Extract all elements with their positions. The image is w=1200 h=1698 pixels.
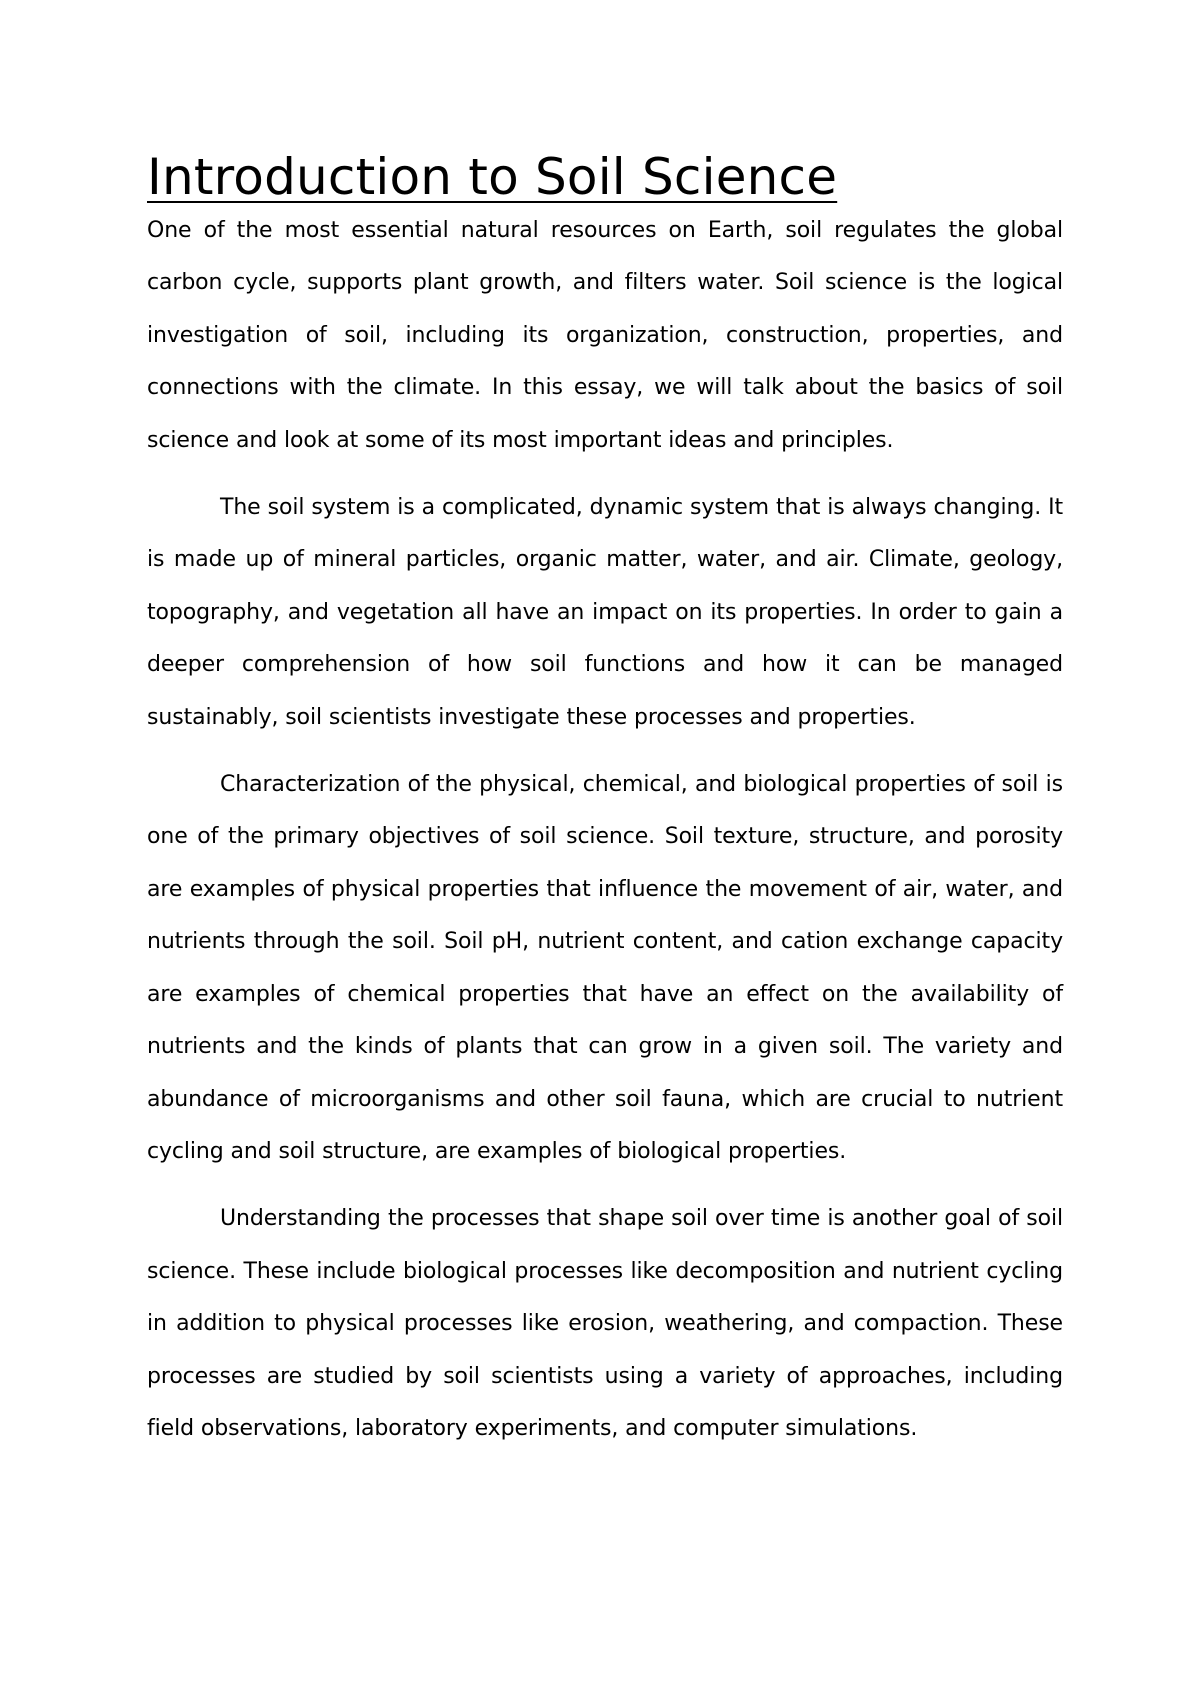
paragraph-soil-system: The soil system is a complicated, dynamic system that is always changing. It is made up of mineral particles, organic matter, water, and air. Climate, geology, topography, and vegetation all have an impact on its properties. In order to gain a deeper comprehension of how soil functions and how it can be managed sustainably, soil scientists investigate these processes and properties. — [147, 495, 1063, 730]
document-body — [147, 146, 1063, 1455]
paragraph-intro: One of the most essential natural resources on Earth, soil regulates the global carbon cycle, supports plant growth, and filters water. Soil science is the logical investigation of soil, including its organization, construction, properties, and connections with the climate. In this essay, we will talk about the basics of soil science and look at some of its most important ideas and principles. — [147, 218, 1063, 453]
page-title: Introduction to Soil Science — [147, 148, 838, 206]
paragraph-characterization: Characterization of the physical, chemical, and biological properties of soil is one of the primary objectives of soil science. Soil texture, structure, and porosity are examples of physical properties that influence the movement of air, water, and nutrients through the soil. Soil pH, nutrient content, and cation exchange capacity are examples of chemical properties that have an effect on the availability of nutrients and the kinds of plants that can grow in a given soil. The variety and abundance of microorganisms and other soil fauna, which are crucial to nutrient cycling and soil structure, are examples of biological properties. — [147, 772, 1063, 1164]
paragraph-processes: Understanding the processes that shape soil over time is another goal of soil science. These include biological processes like decomposition and nutrient cycling in addition to physical processes like erosion, weathering, and compaction. These processes are studied by soil scientists using a variety of approaches, including field observations, laboratory experiments, and computer simulations. — [147, 1206, 1063, 1441]
